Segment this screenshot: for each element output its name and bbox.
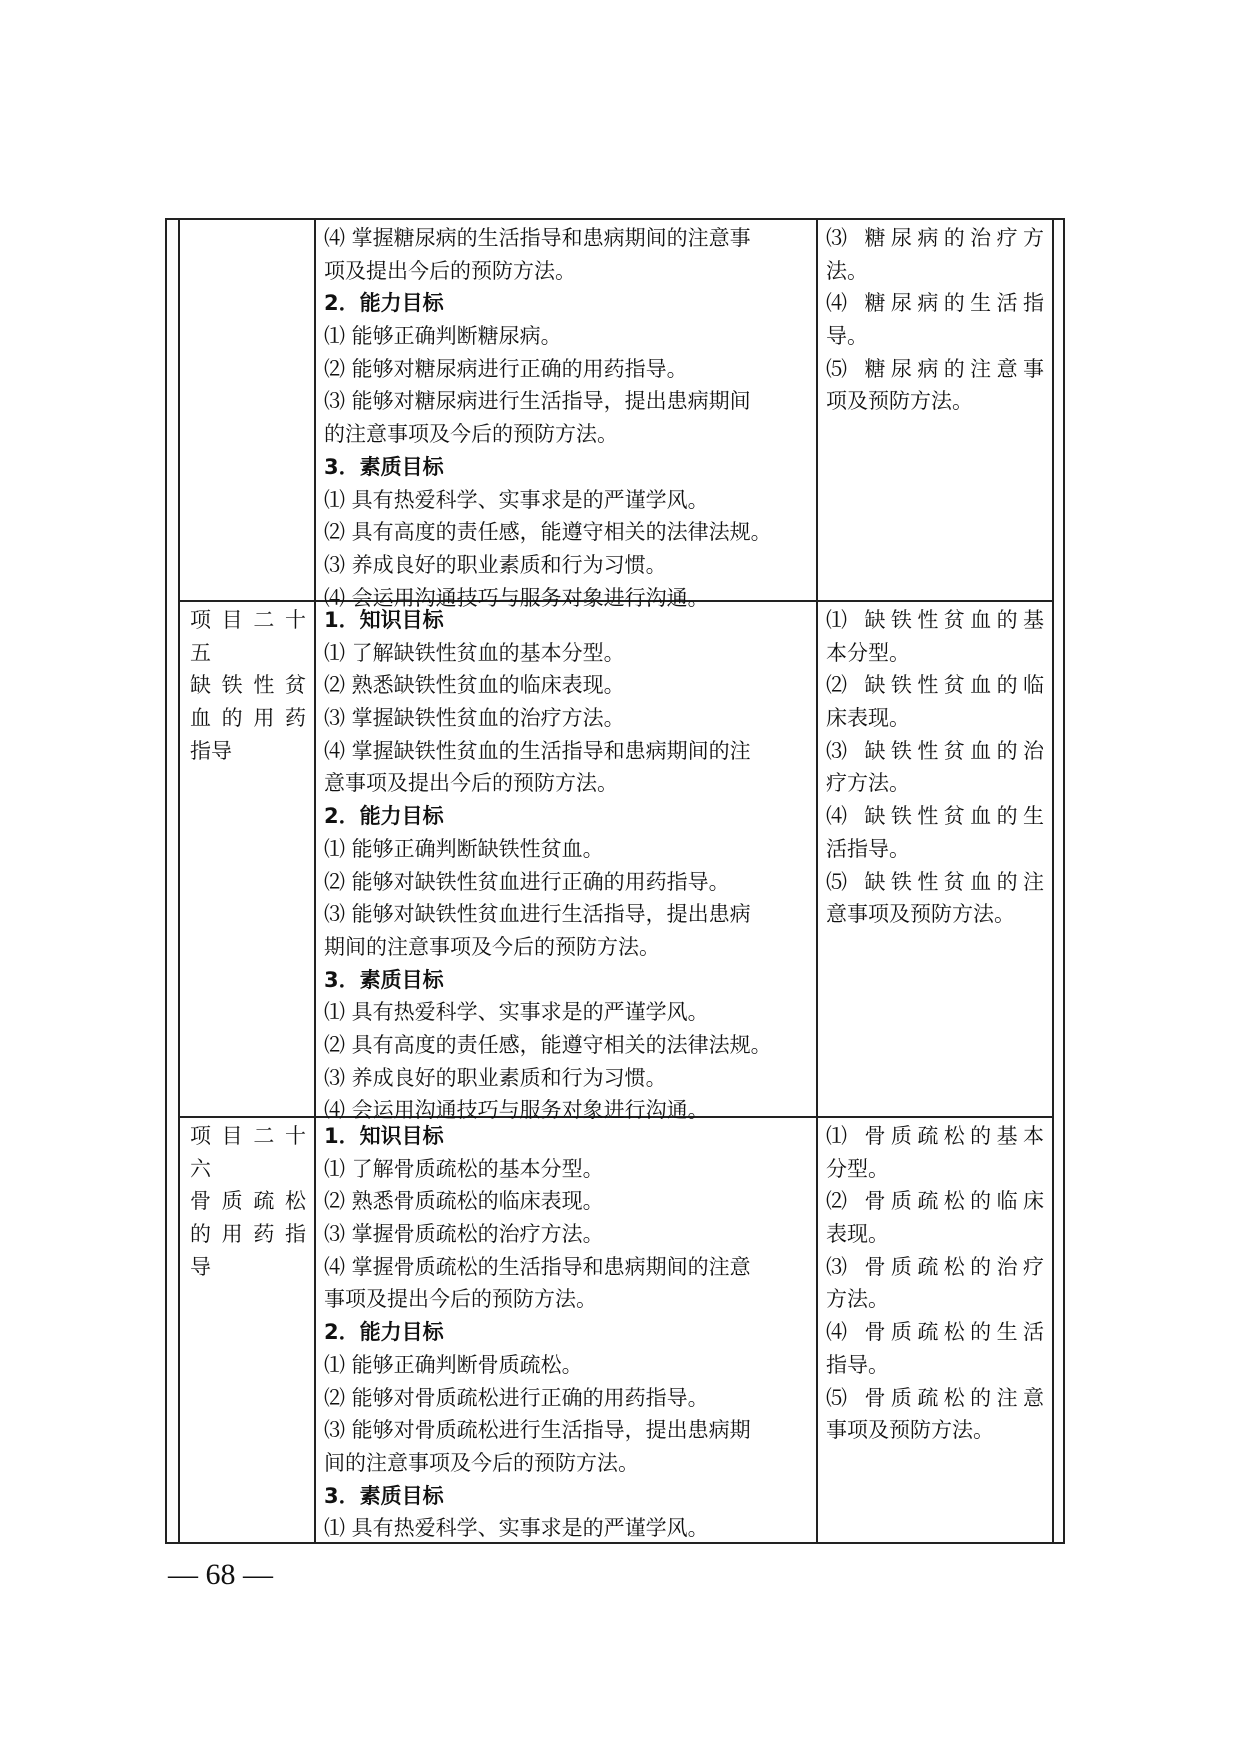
- project-line: 五: [190, 640, 211, 665]
- objective-line: ⑵ 熟悉骨质疏松的临床表现。: [324, 1189, 604, 1214]
- row-2-objectives-cell: [324, 604, 808, 1127]
- row-3-objectives-cell: [324, 1120, 808, 1545]
- objective-line: ⑵ 能够对糖尿病进行正确的用药指导。: [324, 356, 688, 381]
- row-1-objectives-cell: [324, 222, 808, 614]
- objective-line: ⑶ 掌握缺铁性贫血的治疗方法。: [324, 706, 625, 731]
- objective-line: ⑴ 能够正确判断缺铁性贫血。: [324, 836, 604, 861]
- content-line: ⑷ 糖尿病的生活指: [826, 291, 1044, 316]
- row-2-content-cell: [826, 604, 1044, 931]
- objective-heading: 2．能力目标: [324, 1320, 444, 1345]
- project-line: 缺铁性贫: [190, 673, 306, 698]
- objective-line: ⑴ 能够正确判断糖尿病。: [324, 324, 562, 349]
- content-line: 指导。: [826, 1352, 889, 1377]
- project-line: 的用药指: [190, 1222, 306, 1247]
- content-line: 活指导。: [826, 836, 910, 861]
- objective-heading: 3．素质目标: [324, 1483, 444, 1508]
- content-line: 意事项及预防方法。: [826, 902, 1015, 927]
- content-line: 项及预防方法。: [826, 389, 973, 414]
- project-line: 指导: [190, 738, 232, 763]
- objective-line: ⑴ 了解骨质疏松的基本分型。: [324, 1156, 604, 1181]
- objective-line: ⑴ 了解缺铁性贫血的基本分型。: [324, 640, 625, 665]
- content-line: ⑵ 骨质疏松的临床: [826, 1189, 1044, 1214]
- objective-line: ⑵ 能够对缺铁性贫血进行正确的用药指导。: [324, 869, 730, 894]
- content-line: ⑷ 缺铁性贫血的生: [826, 804, 1044, 829]
- row-2-project-cell: [190, 604, 306, 767]
- objective-heading: 2．能力目标: [324, 804, 444, 829]
- objective-line: ⑵ 具有高度的责任感，能遵守相关的法律法规。: [324, 520, 772, 545]
- objective-heading: 3．素质目标: [324, 967, 444, 992]
- content-line: 分型。: [826, 1156, 889, 1181]
- objective-line: ⑷ 会运用沟通技巧与服务对象进行沟通。: [324, 585, 709, 610]
- objective-line: ⑴ 能够正确判断骨质疏松。: [324, 1352, 583, 1377]
- content-line: ⑸ 糖尿病的注意事: [826, 356, 1044, 381]
- objective-line: 意事项及提出今后的预防方法。: [324, 771, 618, 796]
- row-3-project-cell: [190, 1120, 306, 1283]
- objective-line: ⑵ 熟悉缺铁性贫血的临床表现。: [324, 673, 625, 698]
- objective-line: ⑴ 具有热爱科学、实事求是的严谨学风。: [324, 487, 709, 512]
- content-line: ⑸ 骨质疏松的注意: [826, 1385, 1044, 1410]
- project-line: 血的用药: [190, 706, 306, 731]
- row-3-content-cell: [826, 1120, 1044, 1447]
- content-line: 法。: [826, 258, 868, 283]
- objective-line: 项及提出今后的预防方法。: [324, 258, 576, 283]
- objective-line: ⑶ 能够对骨质疏松进行生活指导，提出患病期: [324, 1418, 751, 1443]
- content-line: ⑶ 骨质疏松的治疗: [826, 1254, 1044, 1279]
- objective-line: 间的注意事项及今后的预防方法。: [324, 1450, 639, 1475]
- content-line: 疗方法。: [826, 771, 910, 796]
- content-line: ⑶ 缺铁性贫血的治: [826, 738, 1044, 763]
- content-line: ⑷ 骨质疏松的生活: [826, 1320, 1044, 1345]
- project-line: 导: [190, 1254, 211, 1279]
- objective-line: ⑴ 具有热爱科学、实事求是的严谨学风。: [324, 1000, 709, 1025]
- content-line: ⑴ 缺铁性贫血的基: [826, 608, 1044, 632]
- content-line: ⑵ 缺铁性贫血的临: [826, 673, 1044, 698]
- content-line: 本分型。: [826, 640, 910, 665]
- project-line: 六: [190, 1156, 211, 1181]
- objective-line: ⑶ 能够对糖尿病进行生活指导，提出患病期间: [324, 389, 751, 414]
- objective-heading: 3．素质目标: [324, 454, 444, 479]
- objective-line: ⑶ 掌握骨质疏松的治疗方法。: [324, 1222, 604, 1247]
- table-inner-right-rule: [1052, 218, 1054, 1544]
- content-line: 事项及预防方法。: [826, 1418, 994, 1443]
- objective-line: 的注意事项及今后的预防方法。: [324, 422, 618, 447]
- objective-line: ⑶ 养成良好的职业素质和行为习惯。: [324, 552, 667, 577]
- content-line: 床表现。: [826, 706, 910, 731]
- objective-heading: 1．知识目标: [324, 1124, 444, 1148]
- objective-line: ⑵ 能够对骨质疏松进行正确的用药指导。: [324, 1385, 709, 1410]
- content-line: 导。: [826, 324, 868, 349]
- objective-line: ⑷ 会运用沟通技巧与服务对象进行沟通。: [324, 1098, 709, 1123]
- objective-heading: 1．知识目标: [324, 608, 444, 632]
- objective-line: ⑴ 具有热爱科学、实事求是的严谨学风。: [324, 1516, 709, 1541]
- project-line: 项目二十: [190, 1124, 306, 1148]
- column-divider-objectives: [816, 218, 818, 1544]
- objective-line: ⑵ 具有高度的责任感，能遵守相关的法律法规。: [324, 1032, 772, 1057]
- table-inner-left-rule: [178, 218, 180, 1544]
- project-line: 骨质疏松: [190, 1189, 306, 1214]
- content-line: ⑶ 糖尿病的治疗方: [826, 226, 1044, 250]
- content-line: 方法。: [826, 1287, 889, 1312]
- objective-line: 事项及提出今后的预防方法。: [324, 1287, 597, 1312]
- page-number: — 68 —: [168, 1558, 273, 1591]
- content-line: ⑴ 骨质疏松的基本: [826, 1124, 1044, 1148]
- objective-line: ⑶ 能够对缺铁性贫血进行生活指导，提出患病: [324, 902, 751, 927]
- project-line: 项目二十: [190, 608, 306, 632]
- row-1-content-cell: [826, 222, 1044, 418]
- objective-line: 期间的注意事项及今后的预防方法。: [324, 934, 660, 959]
- objective-line: ⑷ 掌握骨质疏松的生活指导和患病期间的注意: [324, 1254, 751, 1279]
- objective-heading: 2．能力目标: [324, 291, 444, 316]
- content-line: 表现。: [826, 1222, 889, 1247]
- objective-line: ⑷ 掌握糖尿病的生活指导和患病期间的注意事: [324, 226, 751, 250]
- content-line: ⑸ 缺铁性贫血的注: [826, 869, 1044, 894]
- objective-line: ⑶ 养成良好的职业素质和行为习惯。: [324, 1065, 667, 1090]
- column-divider-project: [314, 218, 316, 1544]
- objective-line: ⑷ 掌握缺铁性贫血的生活指导和患病期间的注: [324, 738, 751, 763]
